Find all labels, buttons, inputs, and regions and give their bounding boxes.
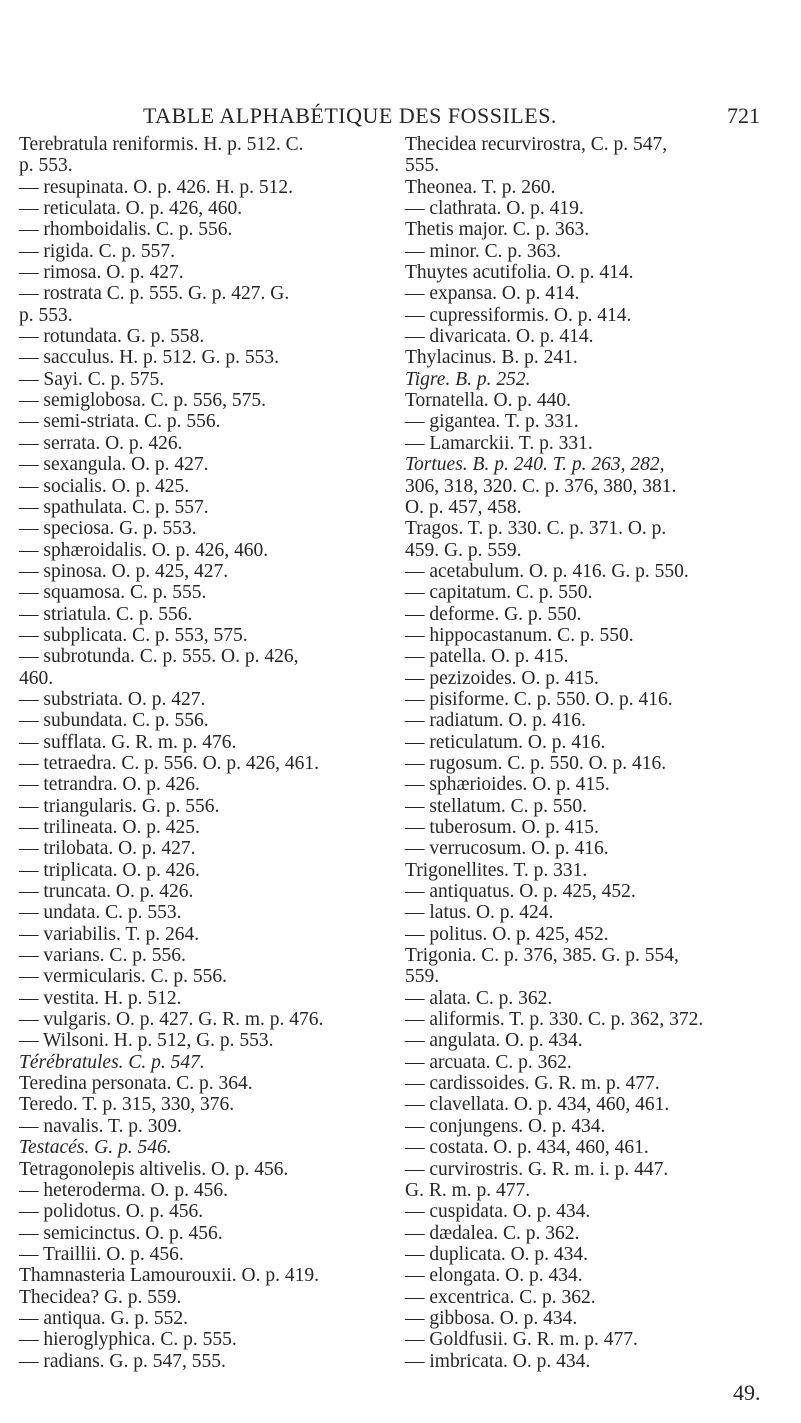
index-entry: — truncata. O. p. 426. (19, 881, 194, 903)
index-entry: — acetabulum. O. p. 416. G. p. 550. (405, 560, 689, 582)
index-entry: — sufflata. G. R. m. p. 476. (19, 731, 237, 753)
index-entry: G. R. m. p. 477. (405, 1179, 531, 1201)
index-entry: — navalis. T. p. 309. (19, 1115, 182, 1137)
index-entry: Trigonia. C. p. 376, 385. G. p. 554, (405, 945, 679, 967)
index-entry: p. 553. (19, 304, 73, 326)
index-entry: — conjungens. O. p. 434. (405, 1115, 606, 1137)
index-entry: — spathulata. C. p. 557. (19, 496, 209, 518)
index-entry: Theonea. T. p. 260. (405, 176, 556, 198)
index-entry: — excentrica. C. p. 362. (405, 1286, 596, 1308)
index-entry: — cardissoides. G. R. m. p. 477. (405, 1073, 660, 1095)
index-entry: O. p. 457, 458. (405, 496, 522, 518)
index-entry: — radians. G. p. 547, 555. (19, 1350, 226, 1372)
index-entry: Térébratules. C. p. 547. (19, 1051, 205, 1073)
index-entry: — subplicata. C. p. 553, 575. (19, 624, 248, 646)
index-entry: — sacculus. H. p. 512. G. p. 553. (19, 347, 279, 369)
index-entry: — tetrandra. O. p. 426. (19, 774, 200, 796)
index-entry: — tuberosum. O. p. 415. (405, 817, 599, 838)
index-entry: — Lamarckii. T. p. 331. (405, 432, 593, 454)
index-entry: — rigida. C. p. 557. (19, 240, 175, 262)
index-entry: Tigre. B. p. 252. (405, 368, 531, 390)
index-entry: — rugosum. C. p. 550. O. p. 416. (405, 752, 667, 774)
running-title: TABLE ALPHABÉTIQUE DES FOSSILES. (143, 103, 557, 128)
index-entry: — heteroderma. O. p. 456. (19, 1179, 229, 1201)
index-entry: — angulata. O. p. 434. (405, 1030, 583, 1052)
index-entry: Thecidea? G. p. 559. (19, 1286, 182, 1308)
index-column-left (19, 134, 389, 1394)
index-entry: — elongata. O. p. 434. (405, 1265, 583, 1287)
index-entry: — socialis. O. p. 425. (19, 475, 190, 497)
index-entry: — sexangula. O. p. 427. (19, 454, 209, 476)
index-entry: — trilineata. O. p. 425. (19, 817, 200, 838)
index-entry: — vestita. H. p. 512. (19, 987, 182, 1009)
index-entry: — semi-striata. C. p. 556. (19, 411, 221, 433)
index-entry: 460. (19, 667, 54, 689)
index-entry: — subrotunda. C. p. 555. O. p. 426, (19, 646, 299, 668)
index-entry: Testacés. G. p. 546. (19, 1137, 172, 1159)
index-entry: — minor. C. p. 363. (405, 240, 562, 262)
index-entry: — polidotus. O. p. 456. (19, 1201, 204, 1223)
index-entry: Tragos. T. p. 330. C. p. 371. O. p. (405, 518, 667, 540)
index-entry: — sphærioides. O. p. 415. (405, 774, 610, 796)
index-entry: — divaricata. O. p. 414. (405, 326, 594, 348)
index-entry: — gigantea. T. p. 331. (405, 411, 579, 433)
index-entry: — rhomboidalis. C. p. 556. (19, 219, 233, 241)
index-entry: — stellatum. C. p. 550. (405, 795, 587, 817)
index-entry: — dædalea. C. p. 362. (405, 1222, 580, 1244)
index-entry: — politus. O. p. 425, 452. (405, 923, 609, 945)
index-entry: Thamnasteria Lamourouxii. O. p. 419. (19, 1265, 320, 1287)
index-entry: — antiquatus. O. p. 425, 452. (405, 881, 636, 903)
index-entry: 306, 318, 320. C. p. 376, 380, 381. (405, 475, 677, 497)
index-entry: — semicinctus. O. p. 456. (19, 1222, 223, 1244)
index-entry: — cupressiformis. O. p. 414. (405, 304, 632, 326)
index-entry: — cuspidata. O. p. 434. (405, 1201, 591, 1223)
index-entry: — hippocastanum. C. p. 550. (405, 624, 634, 646)
index-entry: — costata. O. p. 434, 460, 461. (405, 1137, 649, 1159)
index-entry: 459. G. p. 559. (405, 539, 522, 561)
index-entry: Tetragonolepis altivelis. O. p. 456. (19, 1158, 289, 1180)
index-entry: p. 553. (19, 155, 73, 177)
index-entry: — rotundata. G. p. 558. (19, 326, 205, 348)
index-entry: — resupinata. O. p. 426. H. p. 512. (19, 176, 294, 198)
index-entry: — imbricata. O. p. 434. (405, 1350, 591, 1372)
index-entry: — aliformis. T. p. 330. C. p. 362, 372. (405, 1009, 704, 1031)
index-entry: — undata. C. p. 553. (19, 902, 182, 924)
signature-mark: 49. (733, 1380, 761, 1405)
index-entry: — verrucosum. O. p. 416. (405, 838, 609, 860)
index-entry: — triangularis. G. p. 556. (19, 795, 220, 817)
index-entry: — radiatum. O. p. 416. (405, 710, 586, 732)
index-entry: 555. (405, 155, 440, 177)
index-entry: — reticulatum. O. p. 416. (405, 731, 606, 753)
index-entry: — deforme. G. p. 550. (405, 603, 582, 625)
index-entry: — sphæroidalis. O. p. 426, 460. (19, 539, 269, 561)
index-entry: — patella. O. p. 415. (405, 646, 569, 668)
page-header (0, 103, 801, 131)
index-entry: Tortues. B. p. 240. T. p. 263, 282, (405, 454, 665, 476)
index-entry: — vermicularis. C. p. 556. (19, 966, 227, 988)
page-number: 721 (727, 103, 760, 128)
index-entry: — pisiforme. C. p. 550. O. p. 416. (405, 688, 673, 710)
index-entry: — Traillii. O. p. 456. (19, 1243, 184, 1265)
index-entry: — expansa. O. p. 414. (405, 283, 580, 305)
index-entry: — latus. O. p. 424. (405, 902, 554, 924)
index-entry: — reticulata. O. p. 426, 460. (19, 198, 243, 220)
index-entry: — alata. C. p. 362. (405, 987, 553, 1009)
index-entry: Teredina personata. C. p. 364. (19, 1073, 253, 1095)
index-entry: Thylacinus. B. p. 241. (405, 347, 578, 369)
index-entry: — arcuata. C. p. 362. (405, 1051, 572, 1073)
index-entry: — trilobata. O. p. 427. (19, 838, 196, 860)
index-entry: — gibbosa. O. p. 434. (405, 1307, 578, 1329)
index-entry: — variabilis. T. p. 264. (19, 923, 200, 945)
index-entry: — clathrata. O. p. 419. (405, 198, 584, 220)
index-entry: 559. (405, 966, 440, 988)
index-entry: — varians. C. p. 556. (19, 945, 186, 967)
index-entry: — curvirostris. G. R. m. i. p. 447. (405, 1158, 669, 1180)
index-entry: — rimosa. O. p. 427. (19, 262, 184, 284)
index-entry: — subundata. C. p. 556. (19, 710, 209, 732)
index-entry: — speciosa. G. p. 553. (19, 518, 197, 540)
index-entry: Thetis major. C. p. 363. (405, 219, 590, 241)
index-entry: — pezizoides. O. p. 415. (405, 667, 599, 689)
index-entry: Terebratula reniformis. H. p. 512. C. (19, 134, 304, 155)
index-entry: — serrata. O. p. 426. (19, 432, 183, 454)
index-entry: Teredo. T. p. 315, 330, 376. (19, 1094, 235, 1116)
index-entry: Thuytes acutifolia. O. p. 414. (405, 262, 634, 284)
index-entry: — spinosa. O. p. 425, 427. (19, 560, 229, 582)
index-entry: Trigonellites. T. p. 331. (405, 859, 588, 881)
index-entry: — Goldfusii. G. R. m. p. 477. (405, 1329, 638, 1351)
index-entry: — substriata. O. p. 427. (19, 688, 206, 710)
index-entry: — squamosa. C. p. 555. (19, 582, 207, 604)
index-entry: Thecidea recurvirostra, C. p. 547, (405, 134, 668, 155)
index-column-right (405, 134, 795, 1394)
index-entry: — antiqua. G. p. 552. (19, 1307, 188, 1329)
index-entry: — duplicata. O. p. 434. (405, 1243, 589, 1265)
index-entry: — capitatum. C. p. 550. (405, 582, 593, 604)
index-entry: — tetraedra. C. p. 556. O. p. 426, 461. (19, 752, 320, 774)
index-entry: — hieroglyphica. C. p. 555. (19, 1329, 237, 1351)
index-entry: — rostrata C. p. 555. G. p. 427. G. (19, 283, 290, 305)
index-entry: — Wilsoni. H. p. 512, G. p. 553. (19, 1030, 274, 1052)
index-entry: — clavellata. O. p. 434, 460, 461. (405, 1094, 670, 1116)
index-entry: — triplicata. O. p. 426. (19, 859, 200, 881)
index-entry: — vulgaris. O. p. 427. G. R. m. p. 476. (19, 1009, 324, 1031)
index-entry: — semiglobosa. C. p. 556, 575. (19, 390, 266, 412)
index-entry: Tornatella. O. p. 440. (405, 390, 571, 412)
index-entry: — Sayi. C. p. 575. (19, 368, 165, 390)
index-entry: — striatula. C. p. 556. (19, 603, 193, 625)
